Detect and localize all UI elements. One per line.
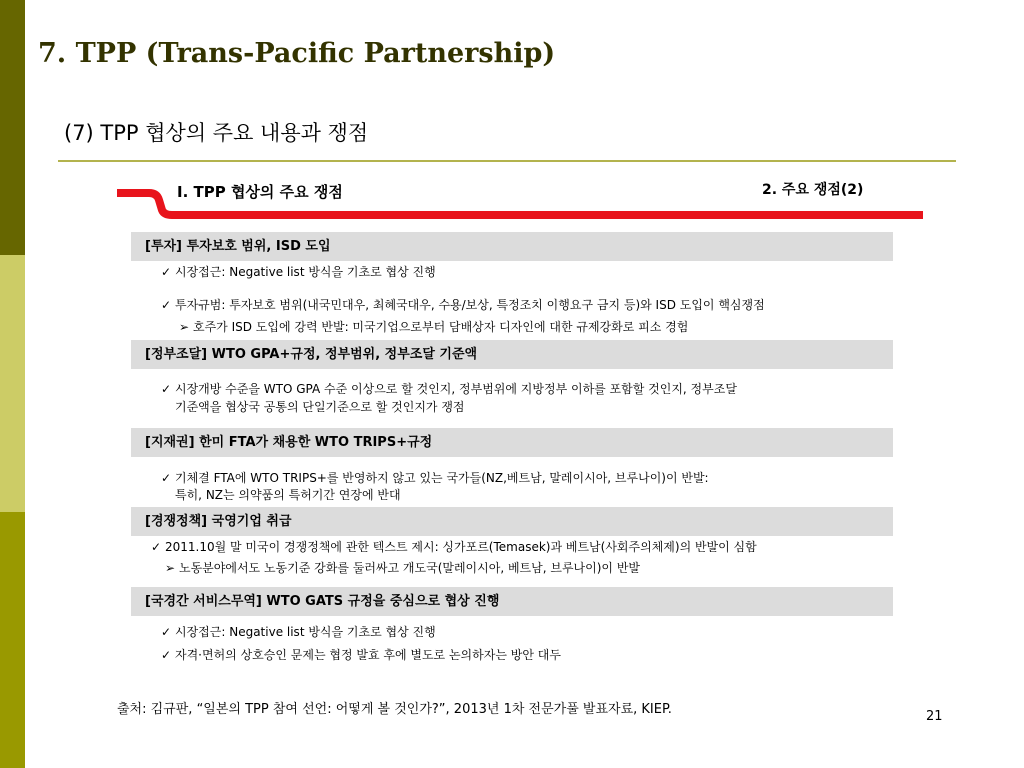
sidebar-band-top [0,0,25,255]
list-item: ✓ 시장접근: Negative list 방식을 기초로 협상 진행 [161,625,436,639]
section-heading-services: [국경간 서비스무역] WTO GATS 규정을 중심으로 협상 진행 [131,587,893,616]
check-icon: ✓ [161,298,172,312]
sidebar-band-middle [0,255,25,512]
section-heading-investment: [투자] 투자보호 범위, ISD 도입 [131,232,893,261]
list-item: ✓ 자격·면허의 상호승인 문제는 협정 발효 후에 별도로 논의하자는 방안 대두 [161,648,561,662]
check-icon: ✓ [161,382,172,396]
list-item: ✓ 투자규범: 투자보호 범위(내국민대우, 최혜국대우, 수용/보상, 특정조치 이행요구 금지 등)와 ISD 도입이 핵심쟁점 [161,298,765,312]
check-icon: ✓ [161,471,172,485]
check-icon: ✓ [161,265,172,279]
list-item: ➢ 노동분야에서도 노동기준 강화를 둘러싸고 개도국(말레이시아, 베트남, 브루나이)이 반발 [165,561,641,575]
list-item: ✓ 시장개방 수준을 WTO GPA 수준 이상으로 할 것인지, 정부범위에 지방정부 이하를 포함할 것인지, 정부조달 [161,382,737,396]
check-icon: ✓ [161,625,172,639]
section-heading-procurement: [정부조달] WTO GPA+규정, 정부범위, 정부조달 기준액 [131,340,893,369]
section-heading-ip: [지재권] 한미 FTA가 채용한 WTO TRIPS+규정 [131,428,893,457]
title-divider [58,160,956,162]
list-item: ✓ 시장접근: Negative list 방식을 기초로 협상 진행 [161,265,436,279]
slide-title: 7. TPP (Trans-Pacific Partnership) [38,38,556,69]
figure-header-right: 2. 주요 쟁점(2) [762,182,864,198]
page-number: 21 [926,709,943,724]
check-icon: ✓ [161,648,172,662]
list-item: ✓ 2011.10월 말 미국이 경쟁정책에 관한 텍스트 제시: 싱가포르(Temasek)과 베트남(사회주의체제)의 반발이 심함 [151,540,757,554]
check-icon: ✓ [151,540,162,554]
arrow-bullet-icon: ➢ [179,320,190,334]
list-item: ➢ 호주가 ISD 도입에 강력 반발: 미국기업으로부터 담배상자 디자인에 대한 규제강화로 피소 경험 [179,320,689,334]
list-item: ✓ 기체결 FTA에 WTO TRIPS+를 반영하지 않고 있는 국가들(NZ,베트남, 말레이시아, 브루나이)이 반발: [161,471,709,485]
embedded-figure [117,168,923,678]
sidebar-band-bottom [0,512,25,768]
list-item: 기준액을 협상국 공통의 단일기준으로 할 것인지가 쟁점 [175,400,465,414]
arrow-bullet-icon: ➢ [165,561,176,575]
figure-header-left: Ⅰ. TPP 협상의 주요 쟁점 [177,183,343,201]
section-heading-competition: [경쟁정책] 국영기업 취급 [131,507,893,536]
source-citation: 출처: 김규판, “일본의 TPP 참여 선언: 어떻게 볼 것인가?”, 2013년 1차 전문가풀 발표자료, KIEP. [117,702,672,717]
list-item: 특히, NZ는 의약품의 특허기간 연장에 반대 [175,488,401,502]
slide-subtitle: (7) TPP 협상의 주요 내용과 쟁점 [64,121,369,145]
